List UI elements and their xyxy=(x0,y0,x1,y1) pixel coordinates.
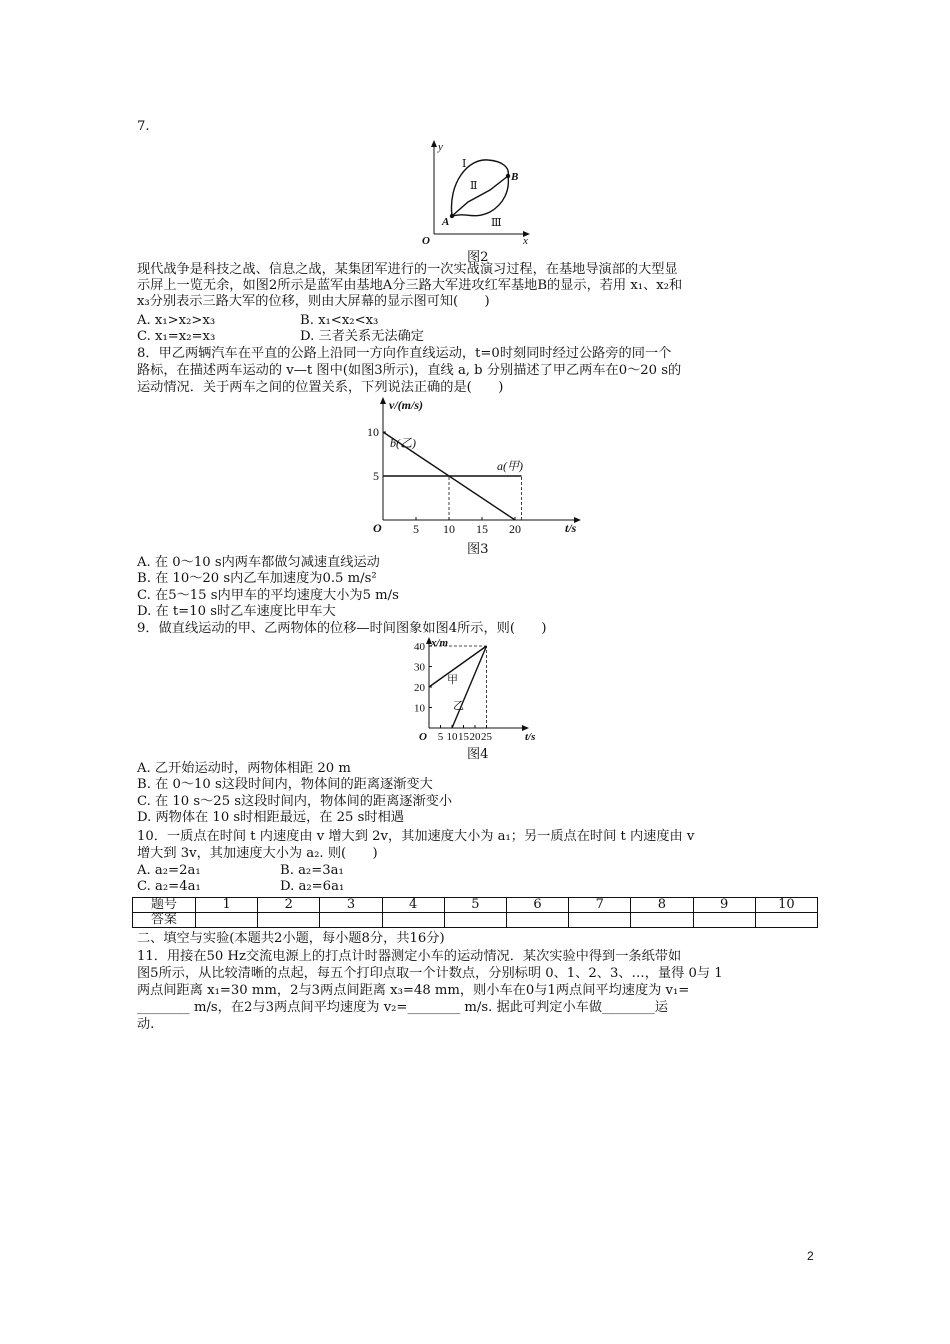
y-tick-label: 10 xyxy=(414,702,425,715)
table-head-number: 题号 xyxy=(133,898,196,913)
q10-stem-line-1: 10．一质点在时间 t 内速度由 v 增大到 2v，其加速度大小为 a₁；另一质点在时间 t 内速度由 v xyxy=(137,829,695,844)
x-tick-label: 25 xyxy=(481,731,492,743)
y-axis-label: x/m xyxy=(431,637,449,649)
q7-option-c: C. x₁=x₂=x₃ xyxy=(137,329,216,344)
x-axis-label: x xyxy=(523,235,528,246)
q7-option-b: B. x₁<x₂<x₃ xyxy=(300,313,379,328)
q7-stem-line-3: x₃分别表示三路大军的位移，则由大屏幕的显示图可知( ) xyxy=(137,294,490,309)
y-tick-label: 30 xyxy=(414,661,425,674)
figure-2-routes-diagram xyxy=(418,138,538,246)
table-number-cell: 9 xyxy=(693,898,755,913)
point-a-dot xyxy=(450,214,454,218)
origin-label: O xyxy=(422,235,430,246)
q11-line-1: 11．用接在50 Hz交流电源上的打点计时器测定小车的运动情况．某次实验中得到一条纸带如 xyxy=(137,949,682,964)
q8-stem-line-1: 8．甲乙两辆汽车在平直的公路上沿同一方向作直线运动，t=0时刻同时经过公路旁的同一个 xyxy=(137,346,672,361)
page-number: 2 xyxy=(807,1249,814,1263)
table-number-cell: 10 xyxy=(755,898,817,913)
q7-stem-line-1: 现代战争是科技之战、信息之战，某集团军进行的一次实战演习过程，在基地导演部的大型显 xyxy=(137,262,678,277)
q9-option-a: A. 乙开始运动时，两物体相距 20 m xyxy=(137,761,351,776)
table-number-cell: 3 xyxy=(320,898,382,913)
y-tick-label: 40 xyxy=(414,641,425,653)
q7-option-d: D. 三者关系无法确定 xyxy=(300,329,424,344)
route-2-label: Ⅱ xyxy=(470,180,478,192)
answer-cell[interactable] xyxy=(320,913,382,928)
q10-option-b: B. a₂=3a₁ xyxy=(280,863,344,878)
table-number-cell: 6 xyxy=(506,898,568,913)
x-axis-label: t/s xyxy=(525,731,536,743)
x-tick-label: 20 xyxy=(509,522,521,535)
line-b-label: b(乙) xyxy=(390,436,416,450)
y-axis-arrow xyxy=(380,397,386,404)
answer-table-number-row xyxy=(133,898,818,913)
x-axis-label: t/s xyxy=(565,521,577,535)
figure-3-caption: 图3 xyxy=(467,542,489,557)
figure-4-caption: 图4 xyxy=(467,747,489,762)
figure-4-xt-chart xyxy=(397,633,547,743)
table-number-cell: 2 xyxy=(258,898,320,913)
point-b-label: B xyxy=(511,171,519,183)
answer-cell[interactable] xyxy=(196,913,258,928)
q8-option-b: B. 在 10～20 s内乙车加速度为0.5 m/s² xyxy=(137,571,377,586)
q8-stem-line-2: 路标，在描述两车运动的 v—t 图中(如图3所示)，直线 a, b 分别描述了甲乙两车在0～20 s的 xyxy=(137,363,682,378)
answer-cell[interactable] xyxy=(258,913,320,928)
route-1-curve xyxy=(451,160,508,216)
y-axis-arrow xyxy=(431,140,437,147)
x-tick-label: 15 xyxy=(476,522,488,535)
q8-option-d: D. 在 t=10 s时乙车速度比甲车大 xyxy=(137,604,336,619)
q9-stem: 9．做直线运动的甲、乙两物体的位移—时间图象如图4所示，则( ) xyxy=(137,621,547,636)
y-tick-label: 10 xyxy=(367,425,379,439)
table-number-cell: 8 xyxy=(631,898,693,913)
table-number-cell: 5 xyxy=(444,898,506,913)
q9-option-b: B. 在 0～10 s这段时间内，物体间的距离逐渐变大 xyxy=(137,777,433,792)
q10-option-a: A. a₂=2a₁ xyxy=(137,863,201,878)
point-b-dot xyxy=(506,174,510,178)
answer-cell[interactable] xyxy=(382,913,444,928)
table-head-answer: 答案 xyxy=(133,913,196,928)
y-axis-label: v/(m/s) xyxy=(389,398,423,412)
x-tick-label: 15 xyxy=(458,731,469,743)
route-1-label: Ⅰ xyxy=(462,158,467,170)
answer-cell[interactable] xyxy=(693,913,755,928)
answer-cell[interactable] xyxy=(755,913,817,928)
x-tick-label: 10 xyxy=(443,522,455,535)
line-a-label: a(甲) xyxy=(497,459,523,473)
q11-line-4: ________ m/s，在2与3两点间平均速度为 v₂=________ m/s. 据此可判定小车做________运 xyxy=(137,1000,668,1015)
x-tick-label: 10 xyxy=(446,731,458,743)
q9-option-c: C. 在 10 s～25 s这段时间内，物体间的距离逐渐变小 xyxy=(137,794,453,809)
q10-option-c: C. a₂=4a₁ xyxy=(137,879,201,894)
q8-option-a: A. 在 0～10 s内两车都做匀减速直线运动 xyxy=(137,555,380,570)
q11-line-5: 动. xyxy=(137,1017,155,1032)
q7-number: 7. xyxy=(137,119,150,134)
answer-table xyxy=(132,897,818,928)
figure-2-caption: 图2 xyxy=(467,250,489,265)
answer-cell[interactable] xyxy=(506,913,568,928)
table-number-cell: 4 xyxy=(382,898,444,913)
origin-label: O xyxy=(419,731,427,743)
q10-stem-line-2: 增大到 3v，其加速度大小为 a₂. 则( ) xyxy=(137,846,378,861)
point-a-label: A xyxy=(442,216,450,228)
origin-label: O xyxy=(373,521,382,535)
answer-cell[interactable] xyxy=(444,913,506,928)
q8-option-c: C. 在5～15 s内甲车的平均速度大小为5 m/s xyxy=(137,588,399,603)
y-tick-label: 20 xyxy=(414,682,425,694)
q10-option-d: D. a₂=6a₁ xyxy=(280,879,345,894)
x-tick-label: 5 xyxy=(413,522,419,535)
figure-3-vt-chart xyxy=(337,395,597,535)
q9-option-d: D. 两物体在 10 s时相距最远，在 25 s时相遇 xyxy=(137,810,404,825)
route-2-line xyxy=(452,176,508,216)
x-tick-label: 20 xyxy=(469,731,481,743)
route-3-label: Ⅲ xyxy=(491,217,502,229)
section-2-heading: 二、填空与实验(本题共2小题，每小题8分，共16分) xyxy=(137,931,445,946)
x-tick-label: 5 xyxy=(437,731,444,743)
q7-stem-line-2: 示屏上一览无余，如图2所示是蓝军由基地A分三路大军进攻红军基地B的显示，若用 x₁、x₂和 xyxy=(137,278,683,293)
line-yi-label: 乙 xyxy=(453,700,464,712)
q11-line-3: 两点间距离 x₁=30 mm，2与3两点间距离 x₃=48 mm，则小车在0与1两点间平均速度为 v₁= xyxy=(137,983,690,998)
q7-option-a: A. x₁>x₂>x₃ xyxy=(137,313,216,328)
answer-cell[interactable] xyxy=(569,913,631,928)
answer-table-answer-row xyxy=(133,913,818,928)
table-number-cell: 7 xyxy=(569,898,631,913)
q11-line-2: 图5所示，从比较清晰的点起，每五个打印点取一个计数点，分别标明 0、1、2、3、…，量得 0与 1 xyxy=(137,966,723,981)
table-number-cell: 1 xyxy=(196,898,258,913)
y-axis-label: y xyxy=(438,141,443,153)
line-jia-label: 甲 xyxy=(447,674,458,686)
q8-stem-line-3: 运动情况．关于两车之间的位置关系，下列说法正确的是( ) xyxy=(137,380,504,395)
answer-cell[interactable] xyxy=(631,913,693,928)
y-tick-label: 5 xyxy=(373,469,379,483)
